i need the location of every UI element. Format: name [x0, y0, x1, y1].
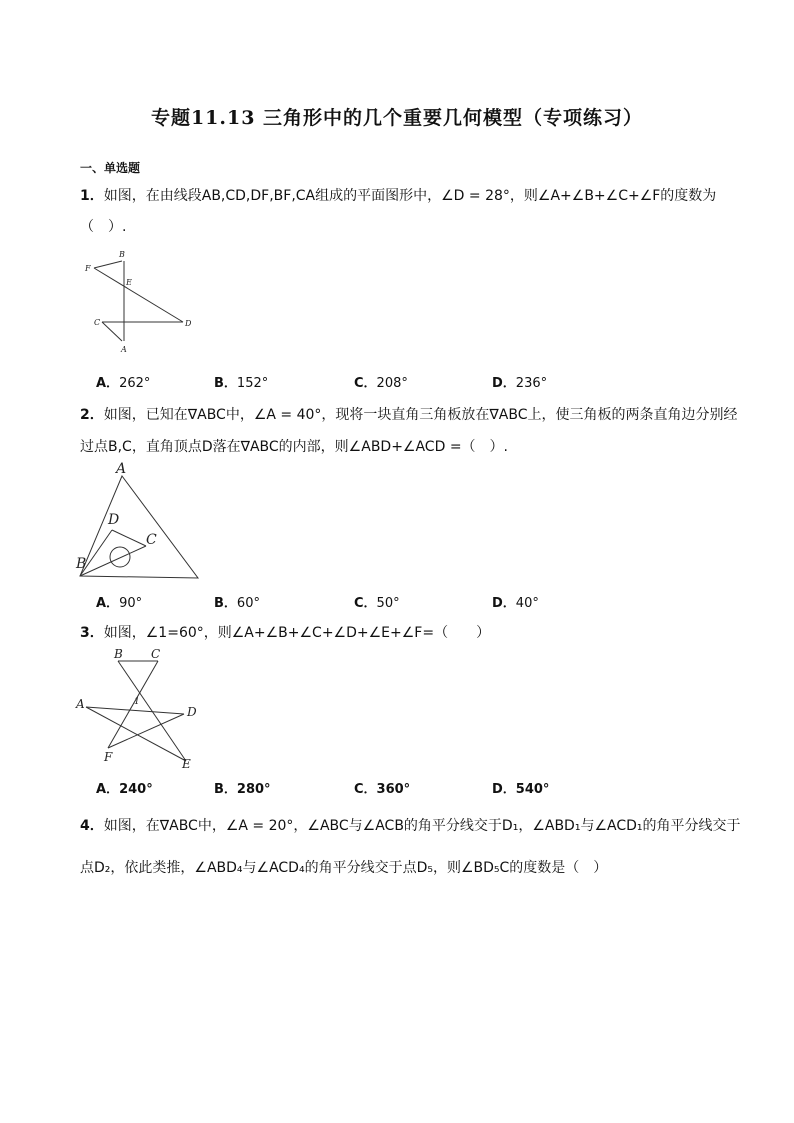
label-b: B	[114, 647, 123, 661]
option-letter: D．	[492, 376, 516, 391]
question-3-figure	[74, 644, 204, 770]
question-1-option-b[interactable]	[214, 372, 268, 391]
segment-ae	[86, 707, 186, 761]
label-c: C	[146, 532, 157, 548]
option-text: 40°	[515, 596, 539, 611]
label-b: B	[119, 250, 125, 259]
segment-fd	[94, 268, 183, 322]
label-a: A	[121, 345, 127, 354]
question-3-option-d[interactable]	[492, 778, 549, 797]
question-2-line-1	[80, 404, 737, 424]
question-4-text-1: 如图，在∇ABC中，∠A = 20°，∠ABC与∠ACB的角平分线交于D₁，∠ABD₁与∠ACD₁的角平分线交于	[103, 818, 741, 834]
label-d: D	[187, 705, 197, 719]
option-text: 540°	[515, 782, 550, 797]
option-letter: A．	[96, 596, 120, 611]
option-text: 280°	[236, 782, 271, 797]
option-text: 236°	[515, 376, 548, 391]
option-letter: C．	[354, 596, 377, 611]
question-2-number: 2．	[80, 407, 104, 423]
triangle-board-leg-dc	[112, 530, 146, 546]
question-3-option-b[interactable]	[214, 778, 271, 797]
segment-be	[118, 661, 186, 761]
question-4-line-1	[80, 815, 741, 835]
question-1-option-d[interactable]	[492, 372, 547, 391]
option-letter: C．	[354, 376, 377, 391]
option-text: 240°	[119, 782, 153, 797]
option-letter: B．	[214, 596, 237, 611]
question-1-option-c[interactable]	[354, 372, 408, 391]
question-3-option-c[interactable]	[354, 778, 410, 797]
page-title: 专题11.13 三角形中的几个重要几何模型（专项练习）	[150, 107, 644, 129]
option-letter: A．	[96, 376, 120, 391]
option-text: 152°	[236, 376, 269, 391]
label-e: E	[126, 278, 132, 287]
segment-fb	[94, 261, 122, 268]
option-letter: D．	[492, 596, 516, 611]
label-d: D	[185, 319, 192, 328]
question-1-option-a[interactable]	[96, 372, 150, 391]
question-2-text-1: 如图，已知在∇ABC中，∠A = 40°，现将一块直角三角板放在∇ABC上，使三角板的两条直角边分别经	[103, 407, 738, 423]
label-f: F	[104, 750, 113, 764]
question-1-text-1: 如图，在由线段AB,CD,DF,BF,CA组成的平面图形中，∠D = 28°，则∠A+∠B+∠C+∠F的度数为	[103, 188, 717, 204]
option-letter: B．	[214, 376, 237, 391]
label-a: A	[116, 461, 127, 477]
question-1-line-1	[80, 185, 716, 205]
segment-ca	[102, 322, 122, 341]
option-text: 60°	[236, 596, 260, 611]
triangle-abc	[80, 476, 198, 578]
label-e: E	[182, 757, 191, 770]
question-3-number: 3．	[80, 625, 104, 641]
option-text: 50°	[376, 596, 400, 611]
option-text: 262°	[119, 376, 151, 391]
label-b: B	[76, 556, 87, 572]
question-1-number: 1．	[80, 188, 104, 204]
question-2-figure	[70, 458, 210, 583]
question-2-option-d[interactable]	[492, 592, 539, 611]
option-letter: C．	[354, 782, 377, 797]
label-a: A	[76, 697, 85, 711]
question-3-option-a[interactable]	[96, 778, 153, 797]
question-2-line-2: 过点B,C，直角顶点D落在∇ABC的内部，则∠ABD+∠ACD =（ ）.	[80, 439, 508, 455]
option-text: 90°	[119, 596, 143, 611]
board-hole	[110, 547, 130, 567]
label-d: D	[108, 512, 120, 528]
section-heading: 一、单选题	[80, 161, 141, 175]
segment-fd	[108, 714, 184, 748]
option-letter: A．	[96, 782, 120, 797]
question-2-option-b[interactable]	[214, 592, 260, 611]
label-c: C	[94, 318, 101, 327]
label-angle-1: 1	[134, 697, 140, 707]
label-c: C	[151, 647, 161, 661]
option-letter: B．	[214, 782, 237, 797]
segment-ad	[86, 707, 184, 714]
question-3-line-1	[80, 622, 490, 642]
question-2-option-a[interactable]	[96, 592, 142, 611]
question-2-option-c[interactable]	[354, 592, 400, 611]
question-1-line-2: （ ）.	[80, 219, 127, 235]
option-letter: D．	[492, 782, 516, 797]
label-f: F	[85, 264, 91, 273]
question-4-line-2: 点D₂，依此类推，∠ABD₄与∠ACD₄的角平分线交于点D₅，则∠BD₅C的度数是（ ）	[80, 860, 608, 876]
question-4-number: 4．	[80, 818, 104, 834]
question-1-figure	[80, 248, 200, 358]
segment-cf	[108, 661, 158, 748]
question-3-text-1: 如图，∠1=60°，则∠A+∠B+∠C+∠D+∠E+∠F=（ ）	[103, 625, 491, 641]
option-text: 208°	[376, 376, 408, 391]
option-text: 360°	[376, 782, 411, 797]
